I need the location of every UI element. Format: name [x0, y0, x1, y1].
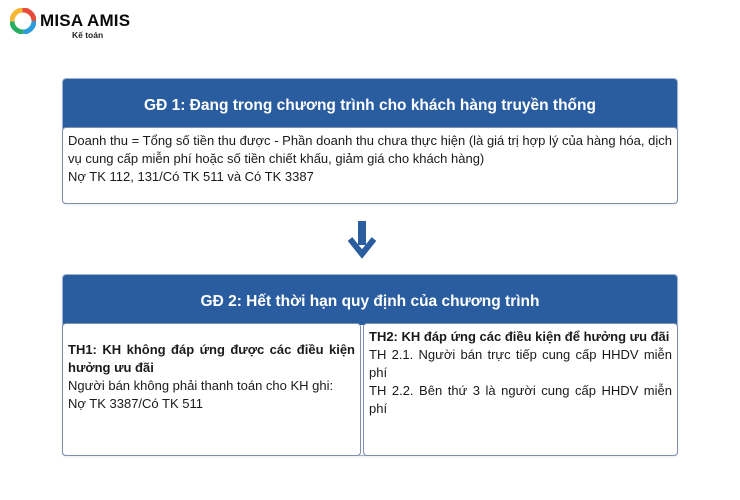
stage-1-box	[62, 78, 678, 204]
case-1-entry: Nợ TK 3387/Có TK 511	[68, 396, 203, 411]
case-1-text: Người bán không phải thanh toán cho KH ghi:	[68, 378, 334, 393]
case-2-1-text: TH 2.1. Người bán trực tiếp cung cấp HHDV miễn phí	[369, 347, 672, 380]
stage-1-title: GĐ 1: Đang trong chương trình cho khách hàng truyền thống	[63, 79, 677, 129]
case-2-box	[363, 323, 678, 456]
stage-2-box	[62, 274, 678, 456]
brand-subtitle: Kế toán	[72, 30, 104, 40]
case-1-box	[62, 323, 361, 456]
brand-name: MISA AMIS	[40, 11, 131, 30]
case-1-heading: TH1: KH không đáp ứng được các điều kiện hưởng ưu đãi	[68, 342, 355, 375]
stage-1-body	[62, 127, 678, 204]
stage-2-title: GĐ 2: Hết thời hạn quy định của chương trình	[63, 275, 677, 325]
brand-logo	[10, 8, 130, 40]
case-2-heading: TH2: KH đáp ứng các điều kiện để hưởng ưu đãi	[369, 329, 670, 344]
case-2-2-text: TH 2.2. Bên thứ 3 là người cung cấp HHDV miễn phí	[369, 383, 672, 416]
stage-1-entry-text: Nợ TK 112, 131/Có TK 511 và Có TK 3387	[68, 169, 314, 184]
stage-1-revenue-text: Doanh thu = Tổng số tiền thu được - Phần doanh thu chưa thực hiện (là giá trị hợp lý của hàng hóa, dịch vụ cung cấp miễn phí hoặc số tiền chiết khấu, giảm giá cho khách hàng)	[68, 133, 672, 166]
misa-logo-icon	[10, 8, 36, 34]
arrow-down-icon	[348, 221, 376, 259]
